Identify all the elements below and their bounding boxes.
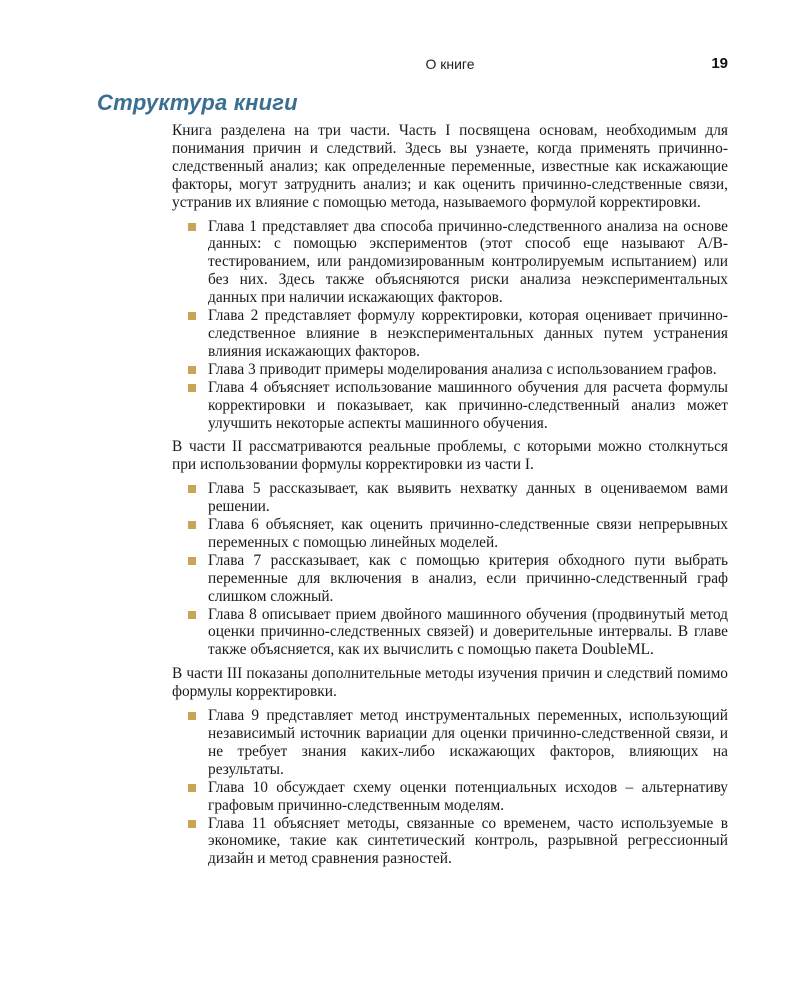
bullet-icon (188, 384, 196, 392)
bullet-icon (188, 820, 196, 828)
list-item: Глава 7 рассказывает, как с помощью критерия обходного пути выбрать переменные для включения в анализ, если причинно-следственный граф слишком сложный. (208, 552, 728, 606)
body-text (172, 122, 728, 874)
bullet-icon (188, 521, 196, 529)
page-number: 19 (711, 55, 728, 72)
part3-chapter-list (172, 707, 728, 868)
list-item: Глава 2 представляет формулу корректировки, которая оценивает причинно-следственное влияние в неэкспериментальных данных путем устранения влияния искажающих факторов. (208, 307, 728, 361)
bullet-icon (188, 366, 196, 374)
bullet-icon (188, 485, 196, 493)
bullet-icon (188, 611, 196, 619)
running-title: О книге (425, 56, 475, 72)
list-item: Глава 6 объясняет, как оценить причинно-следственные связи непрерывных переменных с помощью линейных моделей. (208, 516, 728, 552)
bullet-icon (188, 712, 196, 720)
bullet-icon (188, 312, 196, 320)
section-heading: Структура книги (97, 90, 298, 115)
list-item: Глава 9 представляет метод инструментальных переменных, использующий независимый источник вариации для оценки причинно-следственной связи, и не требует знания каких-либо искажающих факторов, влияющих на результаты. (208, 707, 728, 779)
page-header (172, 56, 728, 76)
bullet-icon (188, 557, 196, 565)
list-item: Глава 4 объясняет использование машинного обучения для расчета формулы корректировки и показывает, как причинно-следственный анализ может улучшить некоторые аспекты машинного обучения. (208, 379, 728, 433)
list-item: Глава 10 обсуждает схему оценки потенциальных исходов – альтернативу графовым причинно-следственным моделям. (208, 779, 728, 815)
part2-paragraph: В части II рассматриваются реальные проблемы, с которыми можно столкнуться при использовании формулы корректировки из части I. (172, 438, 728, 474)
part1-chapter-list (172, 218, 728, 433)
list-item: Глава 1 представляет два способа причинно-следственного анализа на основе данных: с помощью экспериментов (этот способ еще называют A/B-тестированием, или рандомизированным контролируемым испытанием) или без них. Здесь также объясняются риски анализа неэкспериментальных данных при наличии искажающих факторов. (208, 218, 728, 308)
list-item: Глава 5 рассказывает, как выявить нехватку данных в оцениваемом вами решении. (208, 480, 728, 516)
list-item: Глава 3 приводит примеры моделирования анализа с использованием графов. (208, 361, 728, 379)
bullet-icon (188, 784, 196, 792)
intro-paragraph: Книга разделена на три части. Часть I посвящена основам, необходимым для понимания причин и следствий. Здесь вы узнаете, когда применять причинно-следственный анализ; как определенные переменные, известные как искажающие факторы, могут затруднить анализ; и как оценить причинно-следственные связи, устранив их влияние с помощью метода, называемого формулой корректировки. (172, 122, 728, 211)
list-item: Глава 8 описывает прием двойного машинного обучения (продвинутый метод оценки причинно-следственных связей) и доверительные интервалы. В главе также объясняется, как их вычислить с помощью пакета DoubleML. (208, 606, 728, 660)
list-item: Глава 11 объясняет методы, связанные со временем, часто используемые в экономике, такие как синтетический контроль, разрывной регрессионный дизайн и метод сравнения разностей. (208, 815, 728, 869)
part2-chapter-list (172, 480, 728, 659)
bullet-icon (188, 223, 196, 231)
part3-paragraph: В части III показаны дополнительные методы изучения причин и следствий помимо формулы корректировки. (172, 665, 728, 701)
